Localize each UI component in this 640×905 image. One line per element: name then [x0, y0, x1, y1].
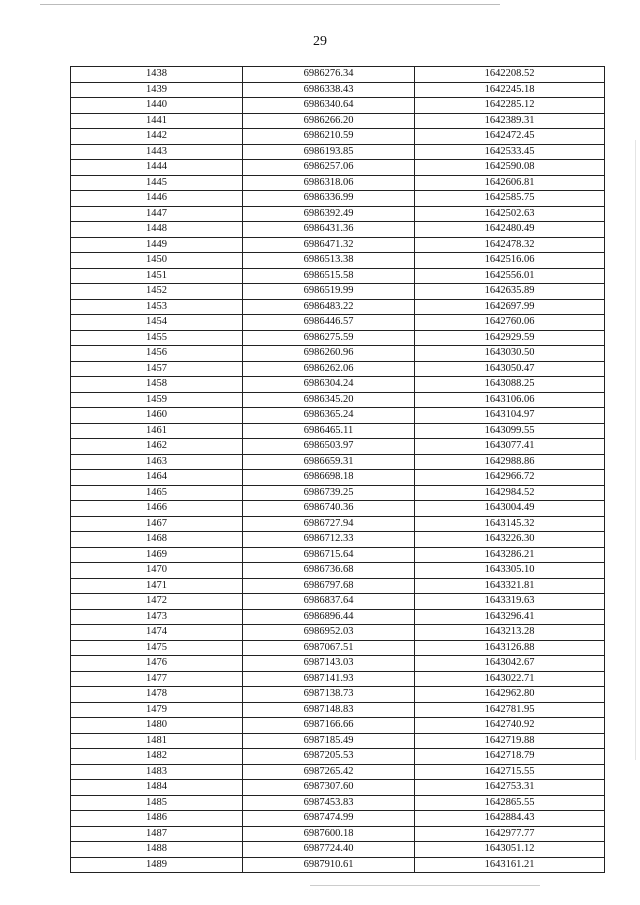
y-coordinate-cell: 1642781.95	[415, 702, 605, 718]
point-number-cell: 1462	[71, 439, 243, 455]
point-number-cell: 1456	[71, 346, 243, 362]
point-number-cell: 1473	[71, 609, 243, 625]
table-row	[71, 857, 605, 873]
table-row	[71, 144, 605, 160]
point-number-cell: 1448	[71, 222, 243, 238]
y-coordinate-cell: 1643042.67	[415, 656, 605, 672]
y-coordinate-cell: 1643226.30	[415, 532, 605, 548]
point-number-cell: 1480	[71, 718, 243, 734]
table-row	[71, 764, 605, 780]
y-coordinate-cell: 1642635.89	[415, 284, 605, 300]
y-coordinate-cell: 1642285.12	[415, 98, 605, 114]
y-coordinate-cell: 1642718.79	[415, 749, 605, 765]
x-coordinate-cell: 6987910.61	[243, 857, 415, 873]
y-coordinate-cell: 1642988.86	[415, 454, 605, 470]
table-row	[71, 98, 605, 114]
y-coordinate-cell: 1643213.28	[415, 625, 605, 641]
point-number-cell: 1469	[71, 547, 243, 563]
x-coordinate-cell: 6986797.68	[243, 578, 415, 594]
point-number-cell: 1471	[71, 578, 243, 594]
x-coordinate-cell: 6987166.66	[243, 718, 415, 734]
point-number-cell: 1447	[71, 206, 243, 222]
x-coordinate-cell: 6986896.44	[243, 609, 415, 625]
table-row	[71, 392, 605, 408]
right-scan-edge	[635, 140, 636, 760]
table-row	[71, 67, 605, 83]
bottom-scan-edge	[310, 885, 540, 886]
x-coordinate-cell: 6987185.49	[243, 733, 415, 749]
table-row	[71, 470, 605, 486]
point-number-cell: 1440	[71, 98, 243, 114]
y-coordinate-cell: 1642753.31	[415, 780, 605, 796]
x-coordinate-cell: 6986266.20	[243, 113, 415, 129]
point-number-cell: 1446	[71, 191, 243, 207]
point-number-cell: 1474	[71, 625, 243, 641]
x-coordinate-cell: 6986193.85	[243, 144, 415, 160]
y-coordinate-cell: 1642740.92	[415, 718, 605, 734]
point-number-cell: 1441	[71, 113, 243, 129]
y-coordinate-cell: 1642590.08	[415, 160, 605, 176]
x-coordinate-cell: 6986275.59	[243, 330, 415, 346]
x-coordinate-cell: 6987148.83	[243, 702, 415, 718]
x-coordinate-cell: 6986465.11	[243, 423, 415, 439]
table-row	[71, 811, 605, 827]
table-row	[71, 547, 605, 563]
x-coordinate-cell: 6986318.06	[243, 175, 415, 191]
x-coordinate-cell: 6987724.40	[243, 842, 415, 858]
y-coordinate-cell: 1642208.52	[415, 67, 605, 83]
table-row	[71, 578, 605, 594]
table-row	[71, 516, 605, 532]
x-coordinate-cell: 6986446.57	[243, 315, 415, 331]
x-coordinate-cell: 6986260.96	[243, 346, 415, 362]
y-coordinate-cell: 1643088.25	[415, 377, 605, 393]
x-coordinate-cell: 6987141.93	[243, 671, 415, 687]
y-coordinate-cell: 1643099.55	[415, 423, 605, 439]
y-coordinate-cell: 1642502.63	[415, 206, 605, 222]
table-row	[71, 780, 605, 796]
table-row	[71, 299, 605, 315]
table-row	[71, 671, 605, 687]
y-coordinate-cell: 1642480.49	[415, 222, 605, 238]
x-coordinate-cell: 6986715.64	[243, 547, 415, 563]
y-coordinate-cell: 1643030.50	[415, 346, 605, 362]
x-coordinate-cell: 6986659.31	[243, 454, 415, 470]
y-coordinate-cell: 1642533.45	[415, 144, 605, 160]
y-coordinate-cell: 1642516.06	[415, 253, 605, 269]
point-number-cell: 1476	[71, 656, 243, 672]
y-coordinate-cell: 1642478.32	[415, 237, 605, 253]
x-coordinate-cell: 6986503.97	[243, 439, 415, 455]
point-number-cell: 1449	[71, 237, 243, 253]
y-coordinate-cell: 1642389.31	[415, 113, 605, 129]
y-coordinate-cell: 1642556.01	[415, 268, 605, 284]
table-row	[71, 237, 605, 253]
y-coordinate-cell: 1642585.75	[415, 191, 605, 207]
x-coordinate-cell: 6986210.59	[243, 129, 415, 145]
x-coordinate-cell: 6986392.49	[243, 206, 415, 222]
coordinates-table-body	[71, 67, 605, 873]
x-coordinate-cell: 6986483.22	[243, 299, 415, 315]
y-coordinate-cell: 1643106.06	[415, 392, 605, 408]
x-coordinate-cell: 6986513.38	[243, 253, 415, 269]
y-coordinate-cell: 1642984.52	[415, 485, 605, 501]
point-number-cell: 1461	[71, 423, 243, 439]
x-coordinate-cell: 6986837.64	[243, 594, 415, 610]
x-coordinate-cell: 6987453.83	[243, 795, 415, 811]
x-coordinate-cell: 6986952.03	[243, 625, 415, 641]
y-coordinate-cell: 1642715.55	[415, 764, 605, 780]
y-coordinate-cell: 1642962.80	[415, 687, 605, 703]
y-coordinate-cell: 1643321.81	[415, 578, 605, 594]
table-row	[71, 129, 605, 145]
x-coordinate-cell: 6986365.24	[243, 408, 415, 424]
point-number-cell: 1439	[71, 82, 243, 98]
y-coordinate-cell: 1643305.10	[415, 563, 605, 579]
table-row	[71, 749, 605, 765]
coordinates-table	[70, 66, 605, 873]
table-row	[71, 175, 605, 191]
y-coordinate-cell: 1642884.43	[415, 811, 605, 827]
point-number-cell: 1464	[71, 470, 243, 486]
point-number-cell: 1463	[71, 454, 243, 470]
point-number-cell: 1477	[71, 671, 243, 687]
x-coordinate-cell: 6986257.06	[243, 160, 415, 176]
table-row	[71, 82, 605, 98]
y-coordinate-cell: 1643104.97	[415, 408, 605, 424]
y-coordinate-cell: 1642760.06	[415, 315, 605, 331]
top-scan-edge	[40, 4, 500, 5]
x-coordinate-cell: 6986712.33	[243, 532, 415, 548]
x-coordinate-cell: 6987138.73	[243, 687, 415, 703]
page-number: 29	[313, 34, 327, 49]
y-coordinate-cell: 1643319.63	[415, 594, 605, 610]
point-number-cell: 1452	[71, 284, 243, 300]
point-number-cell: 1482	[71, 749, 243, 765]
x-coordinate-cell: 6986736.68	[243, 563, 415, 579]
table-row	[71, 315, 605, 331]
x-coordinate-cell: 6986431.36	[243, 222, 415, 238]
table-row	[71, 532, 605, 548]
x-coordinate-cell: 6987307.60	[243, 780, 415, 796]
table-row	[71, 408, 605, 424]
point-number-cell: 1451	[71, 268, 243, 284]
x-coordinate-cell: 6986336.99	[243, 191, 415, 207]
table-row	[71, 113, 605, 129]
point-number-cell: 1458	[71, 377, 243, 393]
x-coordinate-cell: 6987143.03	[243, 656, 415, 672]
point-number-cell: 1485	[71, 795, 243, 811]
point-number-cell: 1444	[71, 160, 243, 176]
point-number-cell: 1470	[71, 563, 243, 579]
y-coordinate-cell: 1642966.72	[415, 470, 605, 486]
table-row	[71, 284, 605, 300]
x-coordinate-cell: 6986727.94	[243, 516, 415, 532]
x-coordinate-cell: 6986740.36	[243, 501, 415, 517]
point-number-cell: 1467	[71, 516, 243, 532]
x-coordinate-cell: 6987265.42	[243, 764, 415, 780]
table-row	[71, 609, 605, 625]
table-row	[71, 687, 605, 703]
table-row	[71, 206, 605, 222]
x-coordinate-cell: 6986276.34	[243, 67, 415, 83]
table-row	[71, 501, 605, 517]
y-coordinate-cell: 1643051.12	[415, 842, 605, 858]
point-number-cell: 1478	[71, 687, 243, 703]
point-number-cell: 1443	[71, 144, 243, 160]
point-number-cell: 1465	[71, 485, 243, 501]
point-number-cell: 1487	[71, 826, 243, 842]
point-number-cell: 1481	[71, 733, 243, 749]
y-coordinate-cell: 1642472.45	[415, 129, 605, 145]
x-coordinate-cell: 6986515.58	[243, 268, 415, 284]
x-coordinate-cell: 6986698.18	[243, 470, 415, 486]
table-row	[71, 160, 605, 176]
point-number-cell: 1484	[71, 780, 243, 796]
point-number-cell: 1459	[71, 392, 243, 408]
point-number-cell: 1468	[71, 532, 243, 548]
table-row	[71, 563, 605, 579]
x-coordinate-cell: 6987474.99	[243, 811, 415, 827]
table-row	[71, 423, 605, 439]
y-coordinate-cell: 1643145.32	[415, 516, 605, 532]
y-coordinate-cell: 1642865.55	[415, 795, 605, 811]
table-row	[71, 253, 605, 269]
y-coordinate-cell: 1643296.41	[415, 609, 605, 625]
point-number-cell: 1488	[71, 842, 243, 858]
point-number-cell: 1457	[71, 361, 243, 377]
point-number-cell: 1453	[71, 299, 243, 315]
y-coordinate-cell: 1643286.21	[415, 547, 605, 563]
x-coordinate-cell: 6986304.24	[243, 377, 415, 393]
table-row	[71, 485, 605, 501]
table-row	[71, 826, 605, 842]
table-row	[71, 640, 605, 656]
table-row	[71, 346, 605, 362]
y-coordinate-cell: 1643022.71	[415, 671, 605, 687]
x-coordinate-cell: 6987205.53	[243, 749, 415, 765]
table-row	[71, 222, 605, 238]
point-number-cell: 1483	[71, 764, 243, 780]
table-row	[71, 702, 605, 718]
y-coordinate-cell: 1642929.59	[415, 330, 605, 346]
point-number-cell: 1455	[71, 330, 243, 346]
x-coordinate-cell: 6986338.43	[243, 82, 415, 98]
y-coordinate-cell: 1642697.99	[415, 299, 605, 315]
x-coordinate-cell: 6986345.20	[243, 392, 415, 408]
table-row	[71, 733, 605, 749]
x-coordinate-cell: 6986739.25	[243, 485, 415, 501]
point-number-cell: 1475	[71, 640, 243, 656]
x-coordinate-cell: 6986262.06	[243, 361, 415, 377]
y-coordinate-cell: 1642977.77	[415, 826, 605, 842]
point-number-cell: 1460	[71, 408, 243, 424]
table-row	[71, 625, 605, 641]
y-coordinate-cell: 1642606.81	[415, 175, 605, 191]
point-number-cell: 1472	[71, 594, 243, 610]
point-number-cell: 1489	[71, 857, 243, 873]
x-coordinate-cell: 6986471.32	[243, 237, 415, 253]
y-coordinate-cell: 1643161.21	[415, 857, 605, 873]
point-number-cell: 1442	[71, 129, 243, 145]
y-coordinate-cell: 1643077.41	[415, 439, 605, 455]
point-number-cell: 1486	[71, 811, 243, 827]
table-row	[71, 795, 605, 811]
y-coordinate-cell: 1643126.88	[415, 640, 605, 656]
table-row	[71, 191, 605, 207]
point-number-cell: 1479	[71, 702, 243, 718]
table-row	[71, 268, 605, 284]
table-row	[71, 454, 605, 470]
y-coordinate-cell: 1642245.18	[415, 82, 605, 98]
point-number-cell: 1454	[71, 315, 243, 331]
table-row	[71, 656, 605, 672]
point-number-cell: 1445	[71, 175, 243, 191]
point-number-cell: 1450	[71, 253, 243, 269]
table-row	[71, 361, 605, 377]
x-coordinate-cell: 6987600.18	[243, 826, 415, 842]
table-row	[71, 439, 605, 455]
x-coordinate-cell: 6986519.99	[243, 284, 415, 300]
point-number-cell: 1438	[71, 67, 243, 83]
x-coordinate-cell: 6987067.51	[243, 640, 415, 656]
y-coordinate-cell: 1642719.88	[415, 733, 605, 749]
table-row	[71, 842, 605, 858]
table-row	[71, 377, 605, 393]
table-row	[71, 718, 605, 734]
table-row	[71, 594, 605, 610]
point-number-cell: 1466	[71, 501, 243, 517]
y-coordinate-cell: 1643004.49	[415, 501, 605, 517]
y-coordinate-cell: 1643050.47	[415, 361, 605, 377]
x-coordinate-cell: 6986340.64	[243, 98, 415, 114]
table-row	[71, 330, 605, 346]
